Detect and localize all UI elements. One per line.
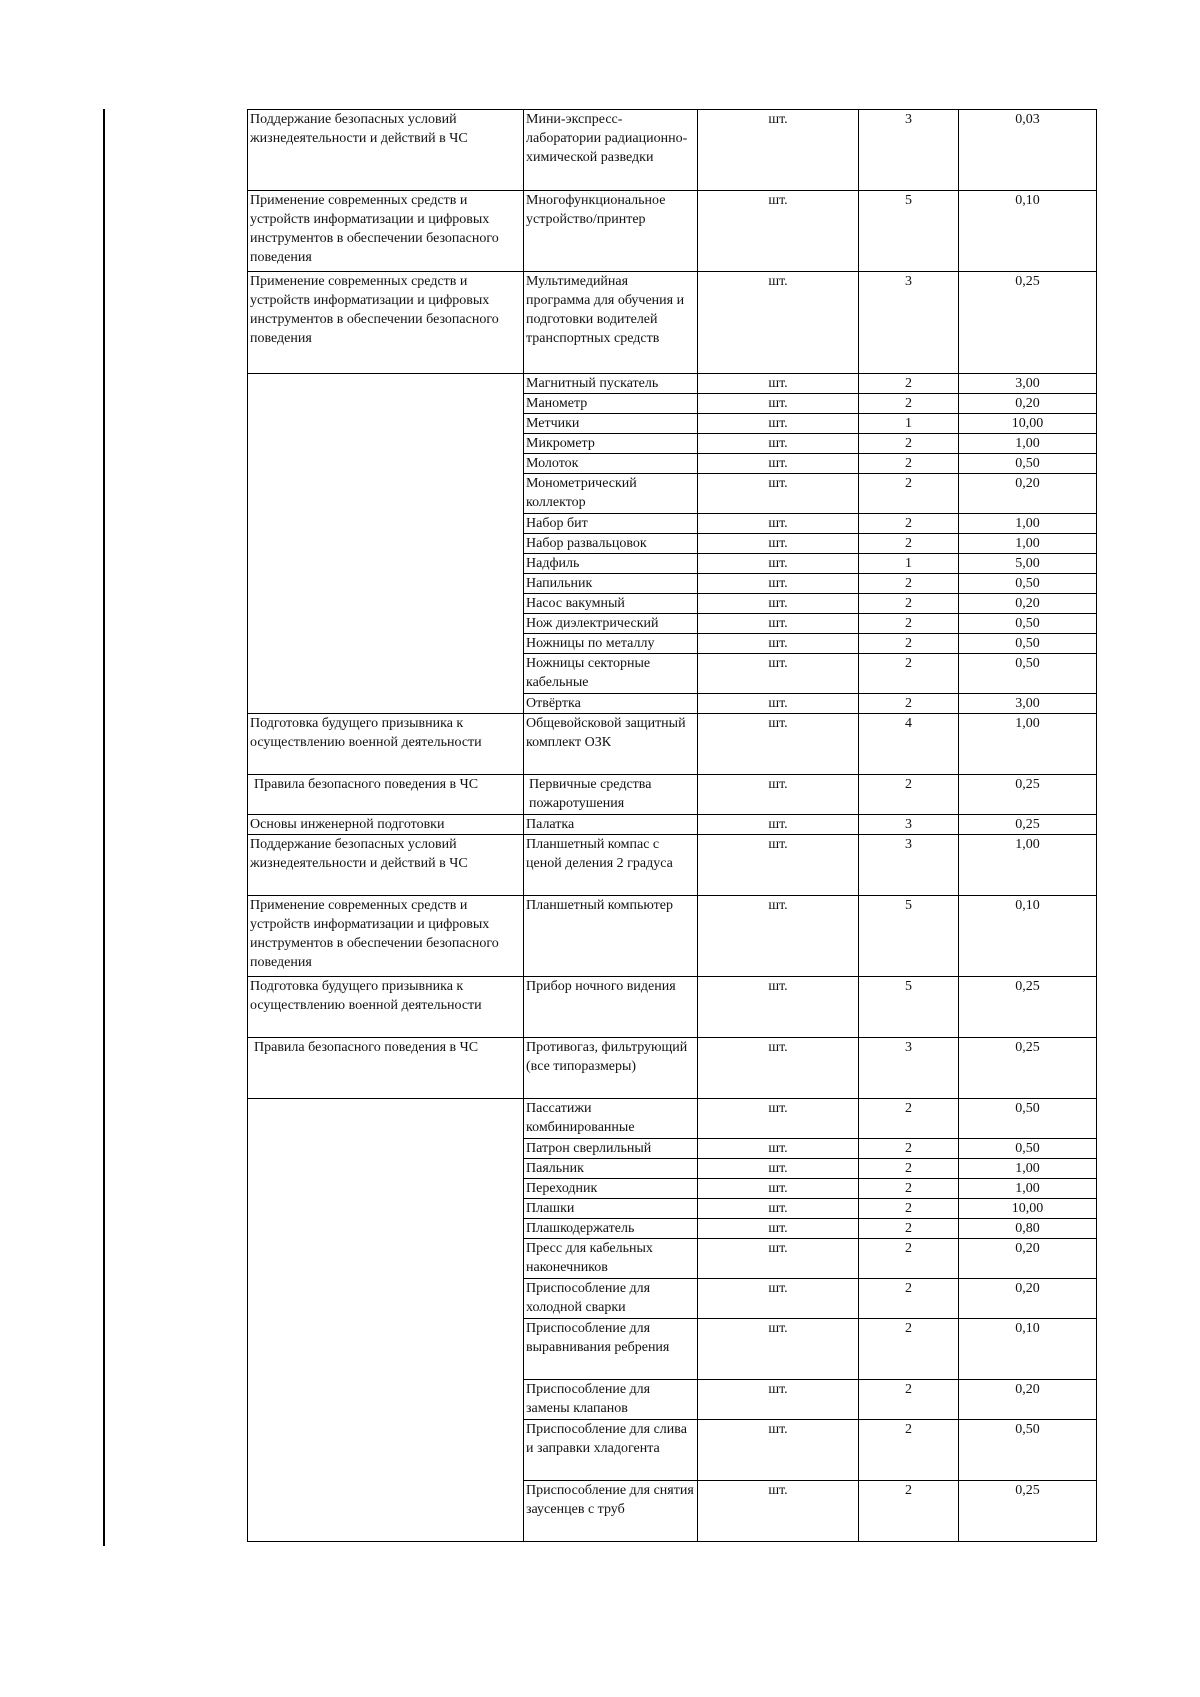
- quantity-cell: 1: [859, 554, 959, 574]
- value-cell: 10,00: [959, 1199, 1097, 1219]
- unit-cell: шт.: [698, 534, 859, 554]
- table-row: [248, 835, 1097, 896]
- unit-cell: шт.: [698, 574, 859, 594]
- item-name-cell: Манометр: [524, 394, 698, 414]
- quantity-cell: 5: [859, 977, 959, 1038]
- value-cell: 0,50: [959, 1099, 1097, 1139]
- quantity-cell: 2: [859, 374, 959, 394]
- value-cell: 0,50: [959, 574, 1097, 594]
- unit-cell: шт.: [698, 1420, 859, 1481]
- unit-cell: шт.: [698, 434, 859, 454]
- quantity-cell: 2: [859, 534, 959, 554]
- quantity-cell: 3: [859, 110, 959, 191]
- value-cell: 0,50: [959, 614, 1097, 634]
- item-name-cell: Нож диэлектрический: [524, 614, 698, 634]
- item-name-cell: Прибор ночного видения: [524, 977, 698, 1038]
- item-name-cell: Планшетный компьютер: [524, 896, 698, 977]
- item-name-cell: Планшетный компас с ценой деления 2 градуса: [524, 835, 698, 896]
- item-name-cell: Метчики: [524, 414, 698, 434]
- unit-cell: шт.: [698, 1179, 859, 1199]
- quantity-cell: 2: [859, 1380, 959, 1420]
- unit-cell: шт.: [698, 374, 859, 394]
- value-cell: 0,20: [959, 594, 1097, 614]
- quantity-cell: 3: [859, 835, 959, 896]
- table-row: [248, 1038, 1097, 1099]
- unit-cell: шт.: [698, 191, 859, 272]
- unit-cell: шт.: [698, 454, 859, 474]
- value-cell: 1,00: [959, 835, 1097, 896]
- value-cell: 1,00: [959, 1159, 1097, 1179]
- unit-cell: шт.: [698, 1319, 859, 1380]
- value-cell: 0,25: [959, 1481, 1097, 1542]
- unit-cell: шт.: [698, 835, 859, 896]
- value-cell: 1,00: [959, 514, 1097, 534]
- value-cell: 10,00: [959, 414, 1097, 434]
- quantity-cell: 2: [859, 394, 959, 414]
- table-row: [248, 110, 1097, 191]
- item-name-cell: Приспособление для холодной сварки: [524, 1279, 698, 1319]
- quantity-cell: 2: [859, 454, 959, 474]
- item-name-cell: Магнитный пускатель: [524, 374, 698, 394]
- value-cell: 0,50: [959, 654, 1097, 694]
- table-row: [248, 191, 1097, 272]
- quantity-cell: 2: [859, 1481, 959, 1542]
- section-cell: [248, 1099, 524, 1542]
- quantity-cell: 2: [859, 514, 959, 534]
- unit-cell: шт.: [698, 394, 859, 414]
- section-cell: Правила безопасного поведения в ЧС: [248, 1038, 524, 1099]
- item-name-cell: Приспособление для замены клапанов: [524, 1380, 698, 1420]
- value-cell: 3,00: [959, 374, 1097, 394]
- quantity-cell: 2: [859, 474, 959, 514]
- value-cell: 0,50: [959, 454, 1097, 474]
- unit-cell: шт.: [698, 1380, 859, 1420]
- quantity-cell: 3: [859, 815, 959, 835]
- unit-cell: шт.: [698, 1139, 859, 1159]
- unit-cell: шт.: [698, 896, 859, 977]
- value-cell: 0,10: [959, 896, 1097, 977]
- quantity-cell: 2: [859, 694, 959, 714]
- item-name-cell: Пассатижи комбинированные: [524, 1099, 698, 1139]
- table-row: [248, 1099, 1097, 1139]
- value-cell: 1,00: [959, 434, 1097, 454]
- unit-cell: шт.: [698, 514, 859, 534]
- value-cell: 0,25: [959, 1038, 1097, 1099]
- unit-cell: шт.: [698, 594, 859, 614]
- value-cell: 0,50: [959, 1420, 1097, 1481]
- item-name-cell: Общевойсковой защитный комплект ОЗК: [524, 714, 698, 775]
- section-cell: Поддержание безопасных условий жизнедеятельности и действий в ЧС: [248, 835, 524, 896]
- item-name-cell: Отвёртка: [524, 694, 698, 714]
- quantity-cell: 2: [859, 1139, 959, 1159]
- item-name-cell: Молоток: [524, 454, 698, 474]
- unit-cell: шт.: [698, 977, 859, 1038]
- value-cell: 5,00: [959, 554, 1097, 574]
- quantity-cell: 5: [859, 896, 959, 977]
- table-row: [248, 714, 1097, 775]
- item-name-cell: Мультимедийная программа для обучения и подготовки водителей транспортных средств: [524, 272, 698, 374]
- unit-cell: шт.: [698, 815, 859, 835]
- table-row: [248, 977, 1097, 1038]
- quantity-cell: 2: [859, 654, 959, 694]
- item-name-cell: Монометрический коллектор: [524, 474, 698, 514]
- table-row: [248, 815, 1097, 835]
- value-cell: 3,00: [959, 694, 1097, 714]
- item-name-cell: Плашкодержатель: [524, 1219, 698, 1239]
- unit-cell: шт.: [698, 614, 859, 634]
- value-cell: 0,20: [959, 1239, 1097, 1279]
- section-cell: Подготовка будущего призывника к осуществлению военной деятельности: [248, 977, 524, 1038]
- quantity-cell: 4: [859, 714, 959, 775]
- item-name-cell: Приспособление для слива и заправки хладогента: [524, 1420, 698, 1481]
- section-cell: Правила безопасного поведения в ЧС: [248, 775, 524, 815]
- item-name-cell: Ножницы секторные кабельные: [524, 654, 698, 694]
- value-cell: 0,50: [959, 1139, 1097, 1159]
- value-cell: 0,20: [959, 1380, 1097, 1420]
- item-name-cell: Приспособление для снятия заусенцев с труб: [524, 1481, 698, 1542]
- quantity-cell: 2: [859, 594, 959, 614]
- unit-cell: шт.: [698, 1159, 859, 1179]
- value-cell: 0,20: [959, 1279, 1097, 1319]
- item-name-cell: Микрометр: [524, 434, 698, 454]
- item-name-cell: Напильник: [524, 574, 698, 594]
- quantity-cell: 3: [859, 1038, 959, 1099]
- value-cell: 1,00: [959, 1179, 1097, 1199]
- item-name-cell: Первичные средства пожаротушения: [524, 775, 698, 815]
- quantity-cell: 2: [859, 1179, 959, 1199]
- value-cell: 0,80: [959, 1219, 1097, 1239]
- item-name-cell: Набор развальцовок: [524, 534, 698, 554]
- unit-cell: шт.: [698, 1481, 859, 1542]
- item-name-cell: Плашки: [524, 1199, 698, 1219]
- quantity-cell: 2: [859, 1199, 959, 1219]
- left-margin-line: [103, 109, 105, 1546]
- value-cell: 0,20: [959, 474, 1097, 514]
- item-name-cell: Патрон сверлильный: [524, 1139, 698, 1159]
- item-name-cell: Приспособление для выравнивания ребрения: [524, 1319, 698, 1380]
- quantity-cell: 2: [859, 434, 959, 454]
- quantity-cell: 2: [859, 574, 959, 594]
- table-row: [248, 896, 1097, 977]
- section-cell: Применение современных средств и устройств информатизации и цифровых инструментов в обеспечении безопасного поведения: [248, 272, 524, 374]
- value-cell: 0,25: [959, 272, 1097, 374]
- quantity-cell: 2: [859, 1239, 959, 1279]
- value-cell: 0,20: [959, 394, 1097, 414]
- quantity-cell: 2: [859, 1219, 959, 1239]
- unit-cell: шт.: [698, 714, 859, 775]
- unit-cell: шт.: [698, 1219, 859, 1239]
- unit-cell: шт.: [698, 110, 859, 191]
- table-row: [248, 374, 1097, 394]
- section-cell: Основы инженерной подготовки: [248, 815, 524, 835]
- quantity-cell: 2: [859, 775, 959, 815]
- table-row: [248, 272, 1097, 374]
- item-name-cell: Мини-экспресс-лаборатории радиационно-химической разведки: [524, 110, 698, 191]
- unit-cell: шт.: [698, 654, 859, 694]
- unit-cell: шт.: [698, 775, 859, 815]
- item-name-cell: Палатка: [524, 815, 698, 835]
- value-cell: 0,25: [959, 815, 1097, 835]
- unit-cell: шт.: [698, 1239, 859, 1279]
- unit-cell: шт.: [698, 1199, 859, 1219]
- unit-cell: шт.: [698, 1279, 859, 1319]
- value-cell: 0,25: [959, 977, 1097, 1038]
- unit-cell: шт.: [698, 474, 859, 514]
- unit-cell: шт.: [698, 694, 859, 714]
- section-cell: Подготовка будущего призывника к осуществлению военной деятельности: [248, 714, 524, 775]
- value-cell: 0,10: [959, 1319, 1097, 1380]
- equipment-table: [247, 109, 1097, 1542]
- section-cell: Применение современных средств и устройств информатизации и цифровых инструментов в обеспечении безопасного поведения: [248, 896, 524, 977]
- item-name-cell: Ножницы по металлу: [524, 634, 698, 654]
- quantity-cell: 5: [859, 191, 959, 272]
- value-cell: 1,00: [959, 714, 1097, 775]
- unit-cell: шт.: [698, 1038, 859, 1099]
- unit-cell: шт.: [698, 414, 859, 434]
- item-name-cell: Многофункциональное устройство/принтер: [524, 191, 698, 272]
- unit-cell: шт.: [698, 1099, 859, 1139]
- quantity-cell: 2: [859, 1279, 959, 1319]
- value-cell: 0,03: [959, 110, 1097, 191]
- unit-cell: шт.: [698, 634, 859, 654]
- item-name-cell: Надфиль: [524, 554, 698, 574]
- item-name-cell: Насос вакумный: [524, 594, 698, 614]
- value-cell: 0,50: [959, 634, 1097, 654]
- item-name-cell: Противогаз, фильтрующий (все типоразмеры): [524, 1038, 698, 1099]
- quantity-cell: 1: [859, 414, 959, 434]
- quantity-cell: 2: [859, 1159, 959, 1179]
- value-cell: 0,25: [959, 775, 1097, 815]
- item-name-cell: Паяльник: [524, 1159, 698, 1179]
- item-name-cell: Переходник: [524, 1179, 698, 1199]
- quantity-cell: 2: [859, 1319, 959, 1380]
- section-cell: [248, 374, 524, 714]
- quantity-cell: 2: [859, 614, 959, 634]
- quantity-cell: 2: [859, 1099, 959, 1139]
- item-name-cell: Пресс для кабельных наконечников: [524, 1239, 698, 1279]
- unit-cell: шт.: [698, 554, 859, 574]
- section-cell: Применение современных средств и устройств информатизации и цифровых инструментов в обеспечении безопасного поведения: [248, 191, 524, 272]
- value-cell: 1,00: [959, 534, 1097, 554]
- quantity-cell: 2: [859, 634, 959, 654]
- quantity-cell: 2: [859, 1420, 959, 1481]
- unit-cell: шт.: [698, 272, 859, 374]
- table-row: [248, 775, 1097, 815]
- item-name-cell: Набор бит: [524, 514, 698, 534]
- section-cell: Поддержание безопасных условий жизнедеятельности и действий в ЧС: [248, 110, 524, 191]
- value-cell: 0,10: [959, 191, 1097, 272]
- quantity-cell: 3: [859, 272, 959, 374]
